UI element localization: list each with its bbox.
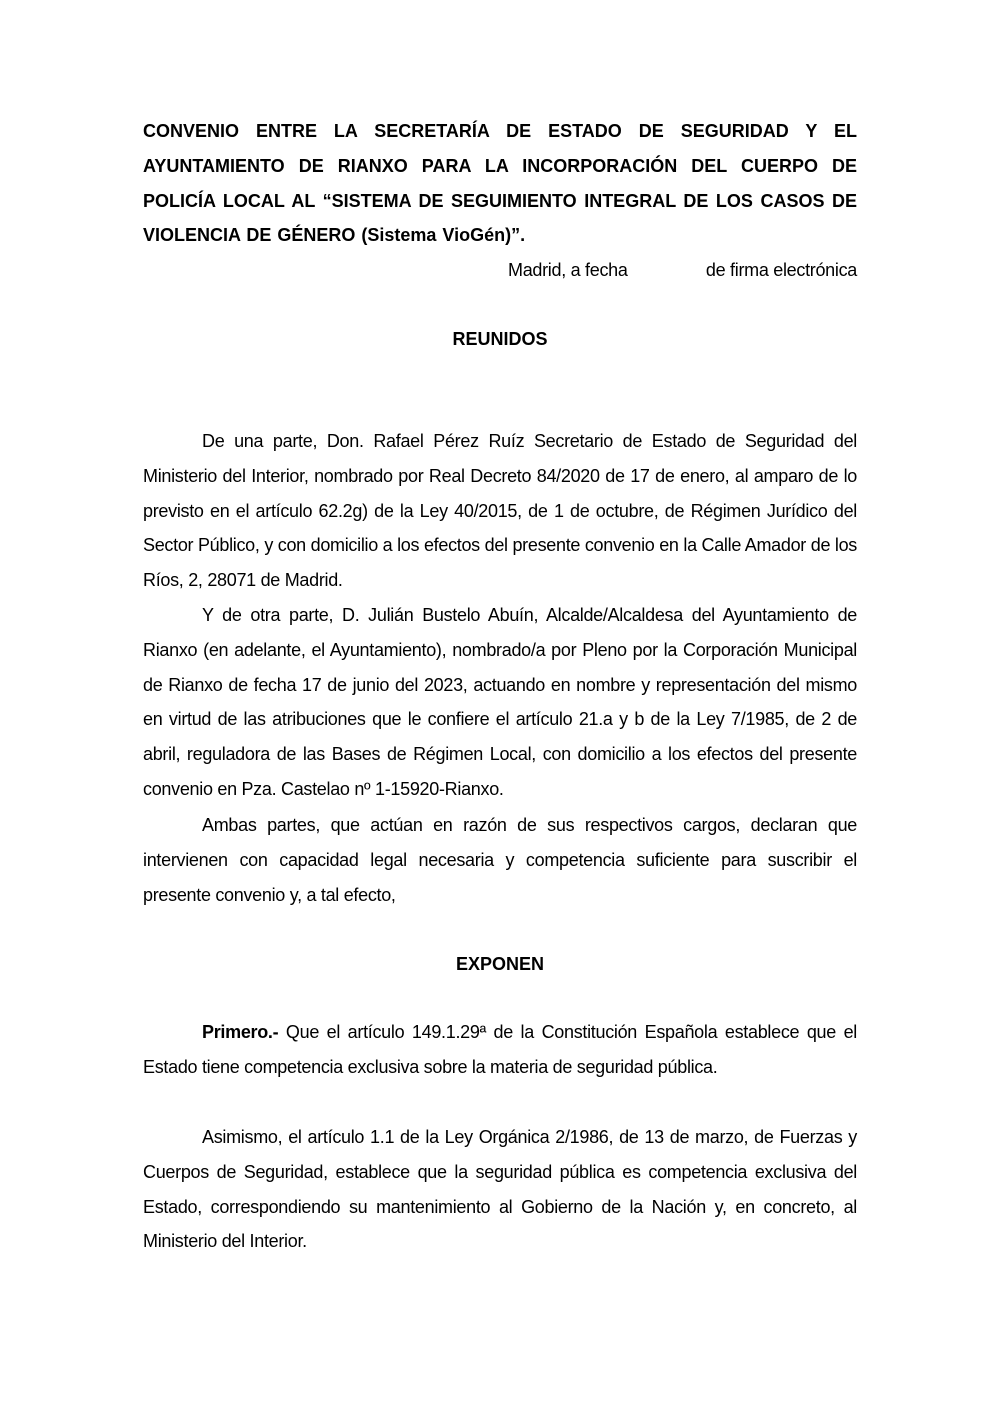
paragraph-1: De una parte, Don. Rafael Pérez Ruíz Secretario de Estado de Seguridad del Ministerio del Interior, nombrado por Real Decreto 84/2020 de 17 de enero, al amparo de lo previsto en el artículo 62.2g) de la Ley 40/2015, de 1 de octubre, de Régimen Jurídico del Sector Público, y con domicilio a los efectos del presente convenio en la Calle Amador de los Ríos, 2, 28071 de Madrid. [143, 431, 857, 591]
heading-exponen: EXPONEN [455, 954, 545, 974]
paragraph-4 [143, 1015, 857, 1085]
paragraph-4-label: Primero.- [202, 1022, 279, 1042]
paragraph-2: Y de otra parte, D. Julián Bustelo Abuín, Alcalde/Alcaldesa del Ayuntamiento de Rianxo (en adelante, el Ayuntamiento), nombrado/a por Pleno por la Corporación Municipal de Rianxo de fecha 17 de junio del 2023, actuando en nombre y representación del mismo en virtud de las atribuciones que le confiere el artículo 21.a y b de la Ley 7/1985, de 2 de abril, reguladora de las Bases de Régimen Local, con domicilio a los efectos del presente convenio en Pza. Castelao nº 1-15920-Rianxo. [143, 605, 857, 799]
heading-reunidos: REUNIDOS [452, 329, 548, 349]
document-title: CONVENIO ENTRE LA SECRETARÍA DE ESTADO DE SEGURIDAD Y EL AYUNTAMIENTO DE RIANXO PARA LA INCORPORACIÓN DEL CUERPO DE POLICÍA LOCAL AL “SISTEMA DE SEGUIMIENTO INTEGRAL DE LOS CASOS DE VIOLENCIA DE GÉNERO (Sistema VioGén)”. [143, 121, 857, 246]
place-date-left: Madrid, a fecha [508, 260, 628, 280]
place-date-right: de firma electrónica [705, 260, 857, 280]
paragraph-3: Ambas partes, que actúan en razón de sus respectivos cargos, declaran que intervienen con capacidad legal necesaria y competencia suficiente para suscribir el presente convenio y, a tal efecto, [143, 815, 857, 905]
paragraph-5: Asimismo, el artículo 1.1 de la Ley Orgánica 2/1986, de 13 de marzo, de Fuerzas y Cuerpos de Seguridad, establece que la seguridad pública es competencia exclusiva del Estado, correspondiendo su mantenimiento al Gobierno de la Nación y, en concreto, al Ministerio del Interior. [143, 1127, 857, 1252]
paragraph-4-text: Que el artículo 149.1.29ª de la Constitución Española establece que el Estado tiene competencia exclusiva sobre la materia de seguridad pública. [143, 1022, 857, 1077]
